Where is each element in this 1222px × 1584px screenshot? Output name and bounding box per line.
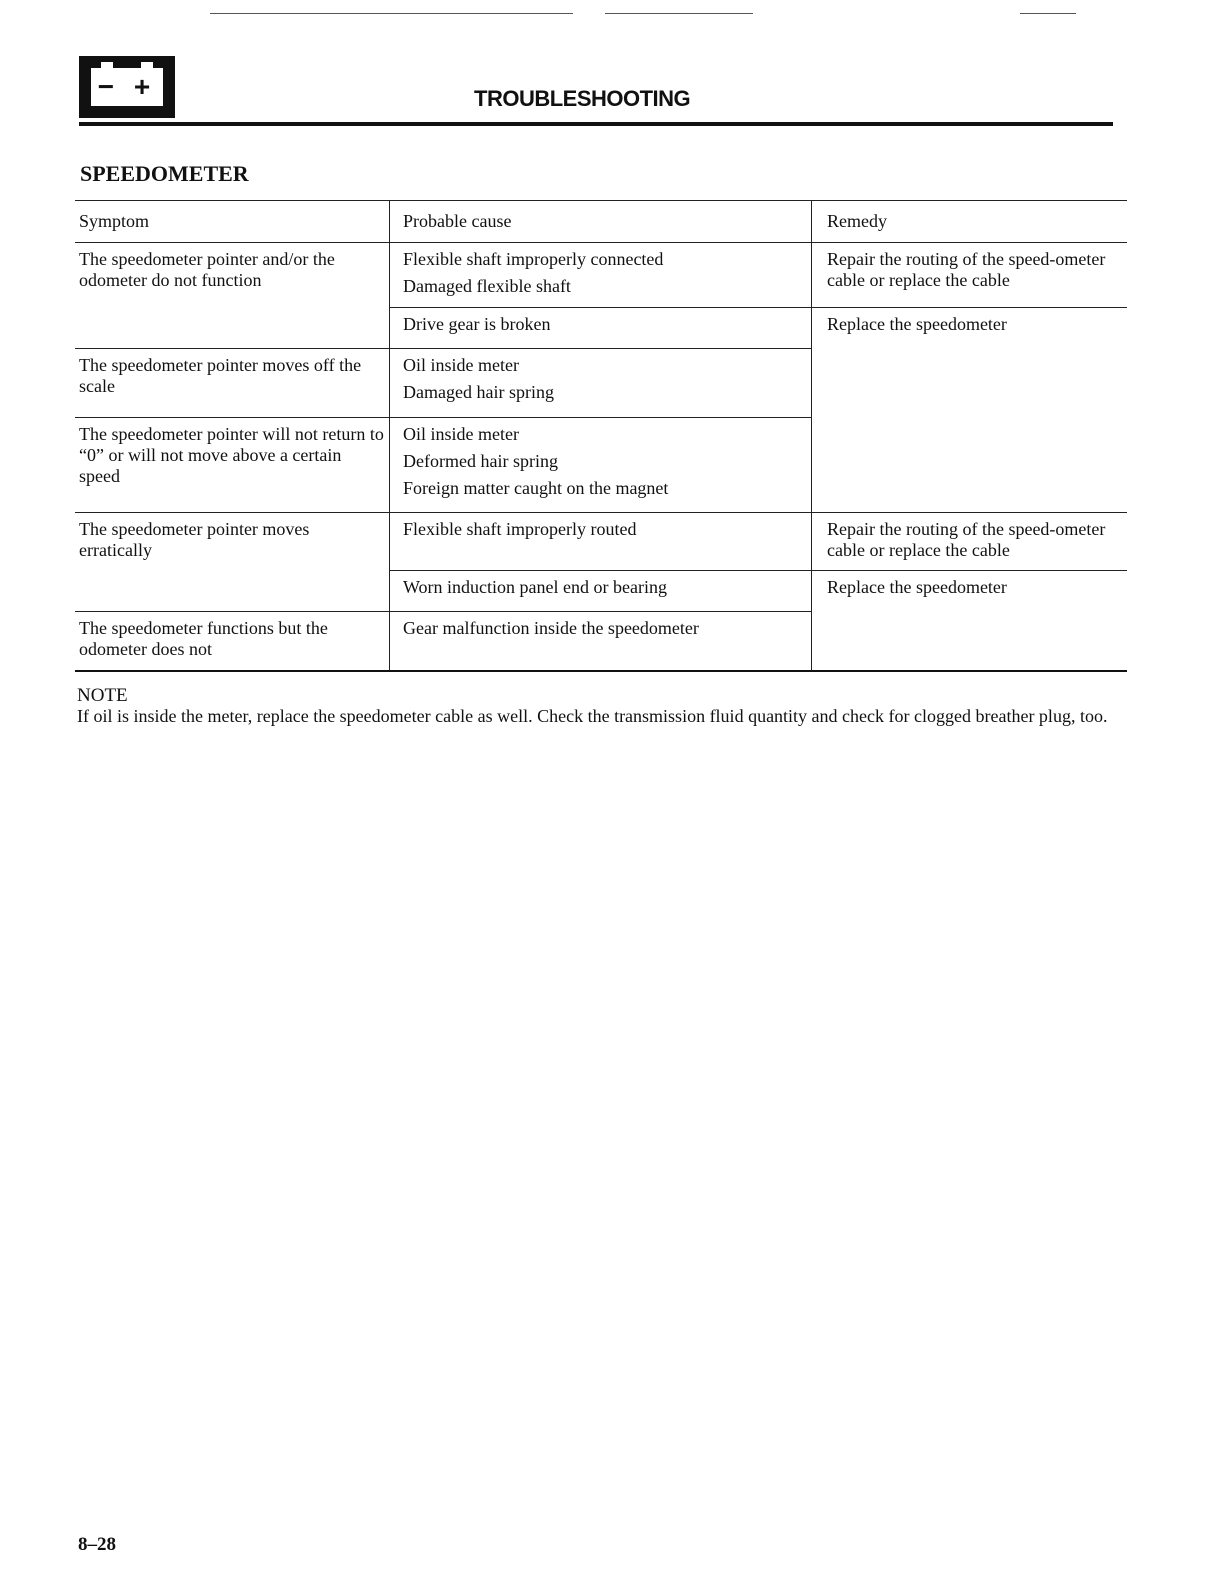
troubleshooting-table: [75, 200, 1127, 672]
top-rule-left: [210, 13, 573, 14]
table-row: [75, 348, 1127, 417]
cause-cell: [390, 512, 812, 571]
cause-item: Damaged flexible shaft: [403, 276, 571, 296]
header-rule: [79, 122, 1113, 126]
cause-item: Damaged hair spring: [403, 381, 554, 402]
symptom-cell: [75, 571, 390, 612]
cause-cell: [390, 308, 812, 349]
cause-cell: [390, 348, 812, 417]
cause-item: Flexible shaft improperly routed: [403, 518, 637, 539]
remedy-cell: Replace the speedometer: [827, 314, 1007, 334]
remedy-cell: [812, 417, 1128, 512]
battery-icon: [79, 56, 175, 118]
cause-item: Worn induction panel end or bearing: [403, 577, 667, 597]
table-row: [75, 571, 1127, 612]
cause-item: Deformed hair spring: [403, 450, 558, 471]
top-rule-right: [1020, 13, 1076, 14]
table-row: [75, 611, 1127, 671]
column-header-cause: Probable cause: [390, 201, 812, 243]
cause-cell: [390, 571, 812, 612]
remedy-cell: Repair the routing of the speed-ometer cable or replace the cable: [812, 512, 1128, 571]
cause-item: Oil inside meter: [403, 354, 519, 375]
column-header-symptom: Symptom: [75, 201, 390, 243]
symptom-cell: The speedometer pointer and/or the odometer do not function: [75, 243, 390, 308]
cause-item: Foreign matter caught on the magnet: [403, 477, 669, 498]
remedy-cell: [812, 611, 1128, 671]
page-title: TROUBLESHOOTING: [474, 86, 691, 111]
remedy-cell: Repair the routing of the speed-ometer cable or replace the cable: [812, 243, 1128, 308]
table-row: [75, 308, 1127, 349]
section-title: SPEEDOMETER: [80, 161, 249, 186]
column-header-remedy: Remedy: [812, 201, 1128, 243]
cause-cell: [390, 611, 812, 671]
cause-cell: [390, 243, 812, 308]
symptom-cell: The speedometer pointer will not return to “0” or will not move above a certain speed: [75, 417, 390, 512]
cause-cell: [390, 417, 812, 512]
cause-item: Drive gear is broken: [403, 314, 551, 334]
symptom-cell: The speedometer pointer moves off the scale: [75, 348, 390, 417]
top-rule-middle: [605, 13, 753, 14]
table-row: [75, 512, 1127, 571]
cause-item: Gear malfunction inside the speedometer: [403, 617, 699, 638]
cause-item: Oil inside meter: [403, 423, 519, 444]
page-number: 8–28: [78, 1534, 116, 1555]
table-row: [75, 417, 1127, 512]
note-label: NOTE: [77, 685, 128, 706]
table-row: [75, 243, 1127, 308]
battery-symbols: − +: [97, 71, 157, 102]
remedy-cell: [812, 348, 1128, 417]
cause-item: Flexible shaft improperly connected: [403, 249, 664, 269]
symptom-cell: [75, 308, 390, 349]
symptom-cell: The speedometer functions but the odometer does not: [75, 611, 390, 671]
note-text: If oil is inside the meter, replace the speedometer cable as well. Check the transmission fluid quantity and check for clogged breather plug, too.: [77, 706, 1108, 726]
symptom-cell: The speedometer pointer moves erratically: [75, 512, 390, 571]
remedy-cell: Replace the speedometer: [827, 577, 1007, 597]
table-header-row: [75, 201, 1127, 243]
